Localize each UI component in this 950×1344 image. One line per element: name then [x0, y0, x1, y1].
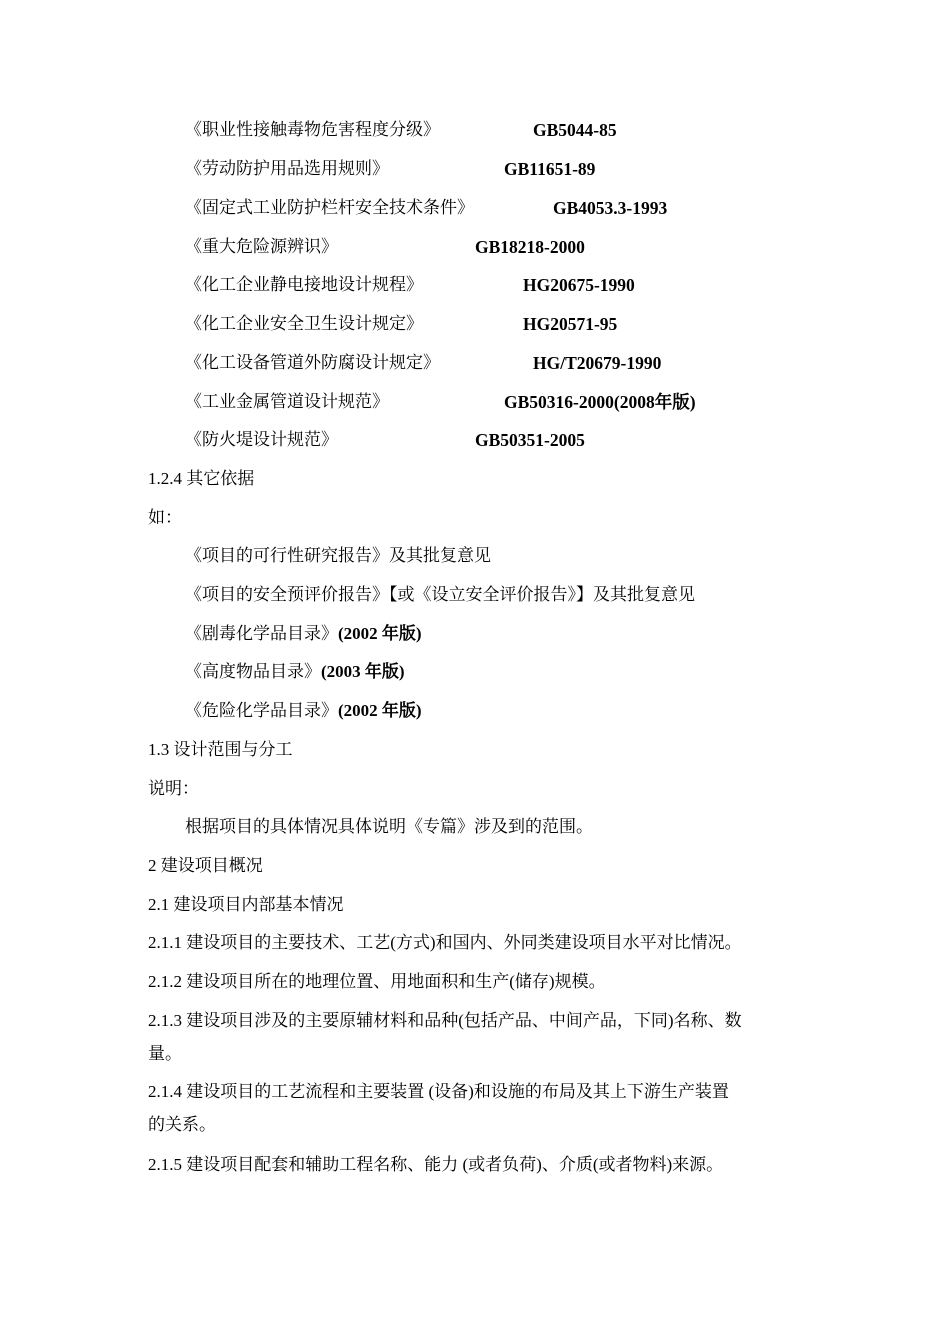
standard-title: 《固定式工业防护栏杆安全技术条件》	[185, 198, 474, 218]
item-2-1-2: 2.1.2 建设项目所在的地理位置、用地面积和生产(储存)规模。	[148, 972, 606, 991]
catalog-year: (2002 年版)	[338, 701, 422, 720]
item-2-1-1: 2.1.1 建设项目的主要技术、工艺(方式)和国内、外同类建设项目水平对比情况。	[148, 933, 742, 952]
scope-text: 根据项目的具体情况具体说明《专篇》涉及到的范围。	[185, 817, 593, 837]
reference-item: 《项目的可行性研究报告》及其批复意见	[185, 546, 491, 566]
standard-title: 《劳动防护用品选用规则》	[185, 159, 389, 179]
catalog-title: 《高度物品目录》	[185, 662, 321, 682]
standard-code: HG20571-95	[523, 314, 618, 334]
standard-title: 《重大危险源辨识》	[185, 237, 338, 257]
item-2-1-3-continued: 量。	[148, 1044, 182, 1063]
catalog-title: 《危险化学品目录》	[185, 701, 338, 721]
catalog-title: 《剧毒化学品目录》	[185, 624, 338, 644]
standard-code: GB18218-2000	[475, 237, 585, 257]
note-label: 说明：	[148, 779, 199, 799]
catalog-year: (2002 年版)	[338, 624, 422, 643]
standard-title: 《职业性接触毒物危害程度分级》	[185, 120, 440, 140]
standard-title: 《工业金属管道设计规范》	[185, 392, 389, 412]
section-heading-1-2-4: 1.2.4 其它依据	[148, 469, 255, 488]
standard-code: GB50316-2000(2008年版)	[504, 392, 696, 412]
standard-code: HG20675-1990	[523, 275, 635, 295]
standard-code: GB5044-85	[533, 120, 617, 140]
item-2-1-5: 2.1.5 建设项目配套和辅助工程名称、能力 (或者负荷)、介质(或者物料)来源。	[148, 1155, 724, 1174]
item-2-1-4-continued: 的关系。	[148, 1115, 216, 1134]
catalog-year: (2003 年版)	[321, 662, 405, 681]
catalog-item	[185, 700, 422, 722]
standard-title: 《化工企业安全卫生设计规定》	[185, 314, 423, 334]
standard-code: GB50351-2005	[475, 430, 585, 450]
standard-title: 《化工企业静电接地设计规程》	[185, 275, 423, 295]
section-heading-1-3: 1.3 设计范围与分工	[148, 740, 293, 759]
reference-item: 《项目的安全预评价报告》【或《设立安全评价报告》】及其批复意见	[185, 585, 695, 605]
standard-title: 《化工设备管道外防腐设计规定》	[185, 353, 440, 373]
standard-title: 《防火堤设计规范》	[185, 430, 338, 450]
standard-code: GB11651-89	[504, 159, 596, 179]
item-2-1-4: 2.1.4 建设项目的工艺流程和主要装置 (设备)和设施的布局及其上下游生产装置	[148, 1082, 729, 1101]
standard-code: HG/T20679-1990	[533, 353, 662, 373]
section-heading-2-1: 2.1 建设项目内部基本情况	[148, 895, 344, 914]
catalog-item	[185, 661, 405, 683]
catalog-item	[185, 623, 422, 645]
section-heading-2: 2 建设项目概况	[148, 856, 263, 875]
item-2-1-3: 2.1.3 建设项目涉及的主要原辅材料和品种(包括产品、中间产品，下同)名称、数	[148, 1011, 742, 1030]
example-label: 如：	[148, 508, 182, 528]
standard-code: GB4053.3-1993	[553, 198, 668, 218]
